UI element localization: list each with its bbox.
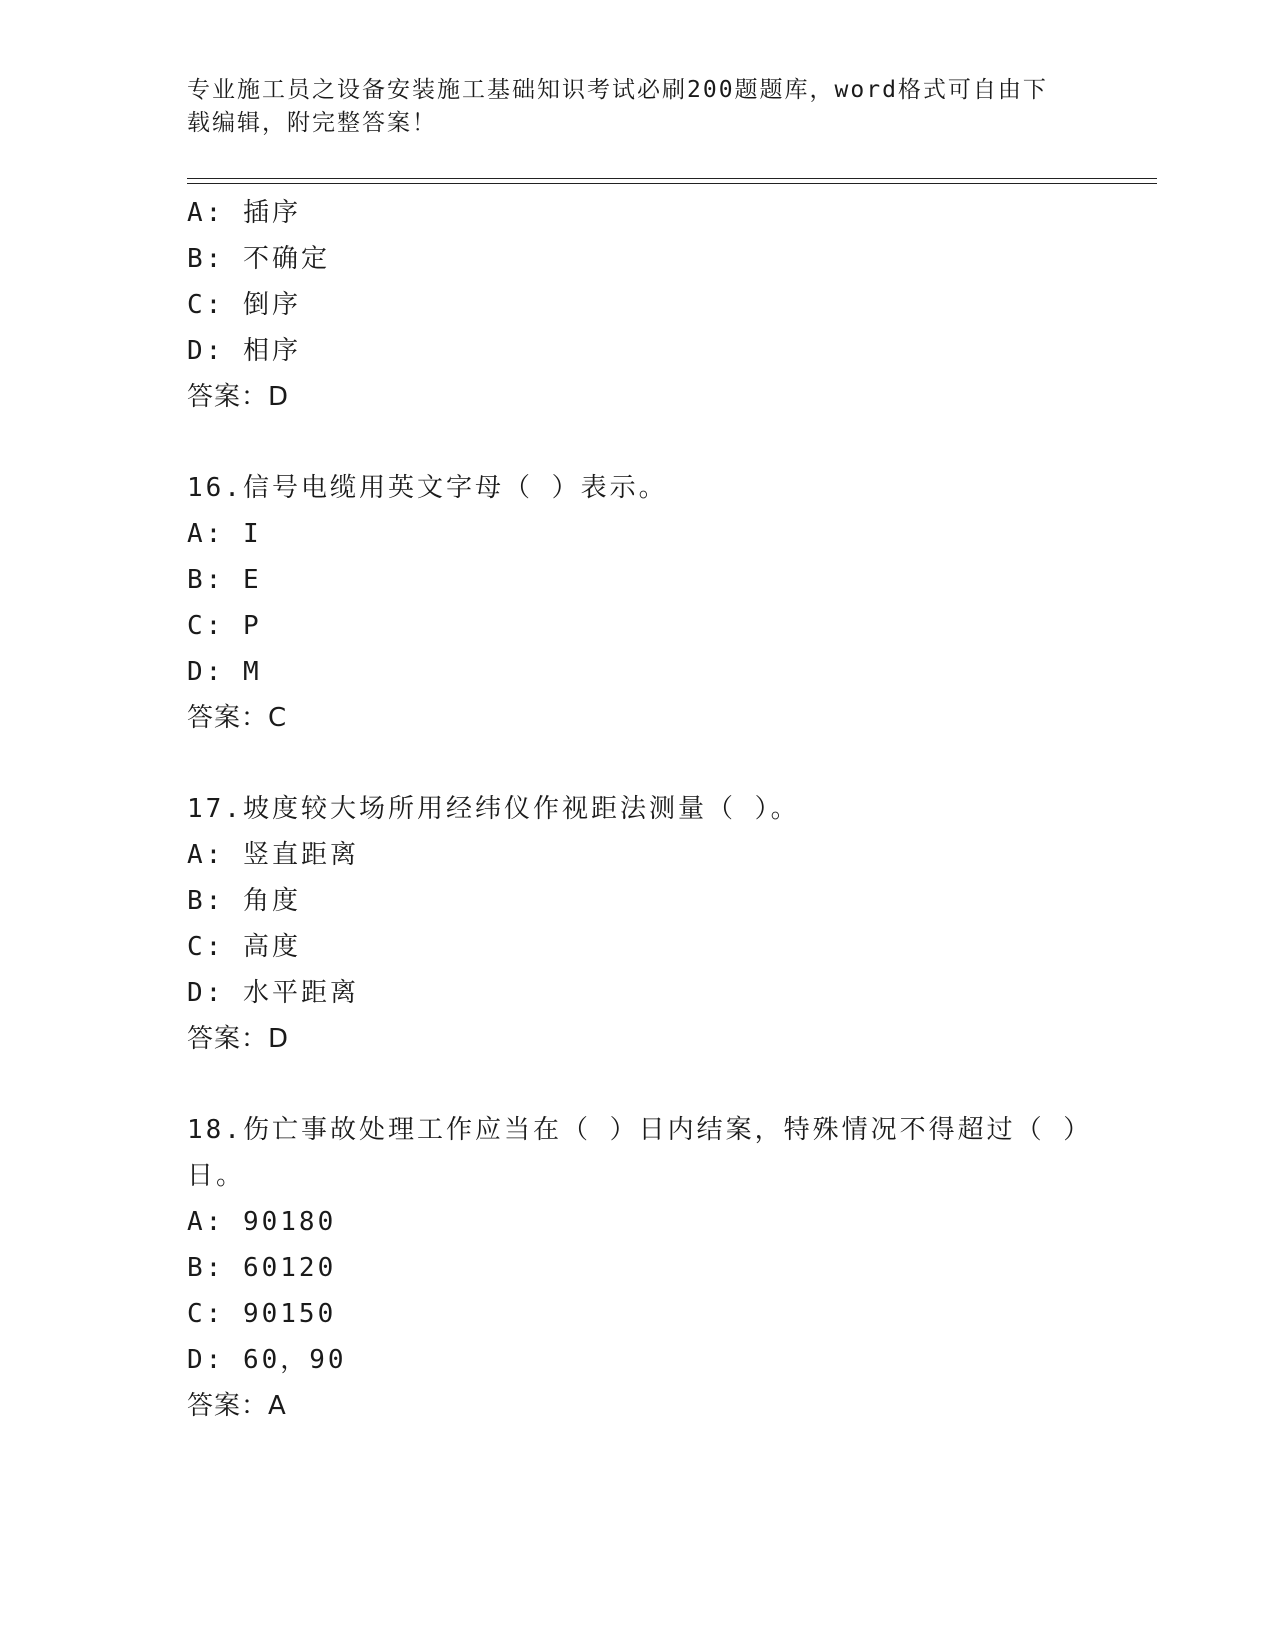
option-a: A: I (187, 519, 262, 549)
question-list (187, 190, 1087, 1429)
option-d: D: 60，90 (187, 1345, 347, 1375)
option-b: B: 不确定 (187, 244, 330, 274)
option-a: A: 竖直距离 (187, 840, 359, 870)
header-divider-bottom (187, 183, 1157, 184)
option-c: C: 高度 (187, 932, 301, 962)
option-d: D: M (187, 657, 262, 687)
question-block-15 (187, 190, 1087, 420)
answer-line: 答案：A (187, 1391, 287, 1421)
option-d: D: 相序 (187, 336, 301, 366)
question-text: 18.伤亡事故处理工作应当在（ ）日内结案，特殊情况不得超过（ ）日。 (187, 1115, 1080, 1191)
question-block-18 (187, 1107, 1087, 1429)
header-divider-top (187, 178, 1157, 179)
option-b: B: 角度 (187, 886, 301, 916)
option-a: A: 90180 (187, 1207, 337, 1237)
answer-line: 答案：C (187, 703, 288, 733)
option-b: B: 60120 (187, 1253, 337, 1283)
question-block-16 (187, 465, 1087, 741)
question-block-17 (187, 786, 1087, 1062)
option-d: D: 水平距离 (187, 978, 359, 1008)
option-c: C: P (187, 611, 262, 641)
option-a: A: 插序 (187, 198, 301, 228)
answer-line: 答案：D (187, 382, 290, 412)
question-text: 17.坡度较大场所用经纬仪作视距法测量（ ）。 (187, 794, 800, 824)
option-b: B: E (187, 565, 262, 595)
document-header (187, 74, 1067, 140)
option-c: C: 倒序 (187, 290, 301, 320)
question-text: 16.信号电缆用英文字母（ ）表示。 (187, 473, 668, 503)
answer-line: 答案：D (187, 1024, 290, 1054)
option-c: C: 90150 (187, 1299, 337, 1329)
header-text: 专业施工员之设备安装施工基础知识考试必刷200题题库，word格式可自由下载编辑，附完整答案！ (187, 77, 1048, 136)
